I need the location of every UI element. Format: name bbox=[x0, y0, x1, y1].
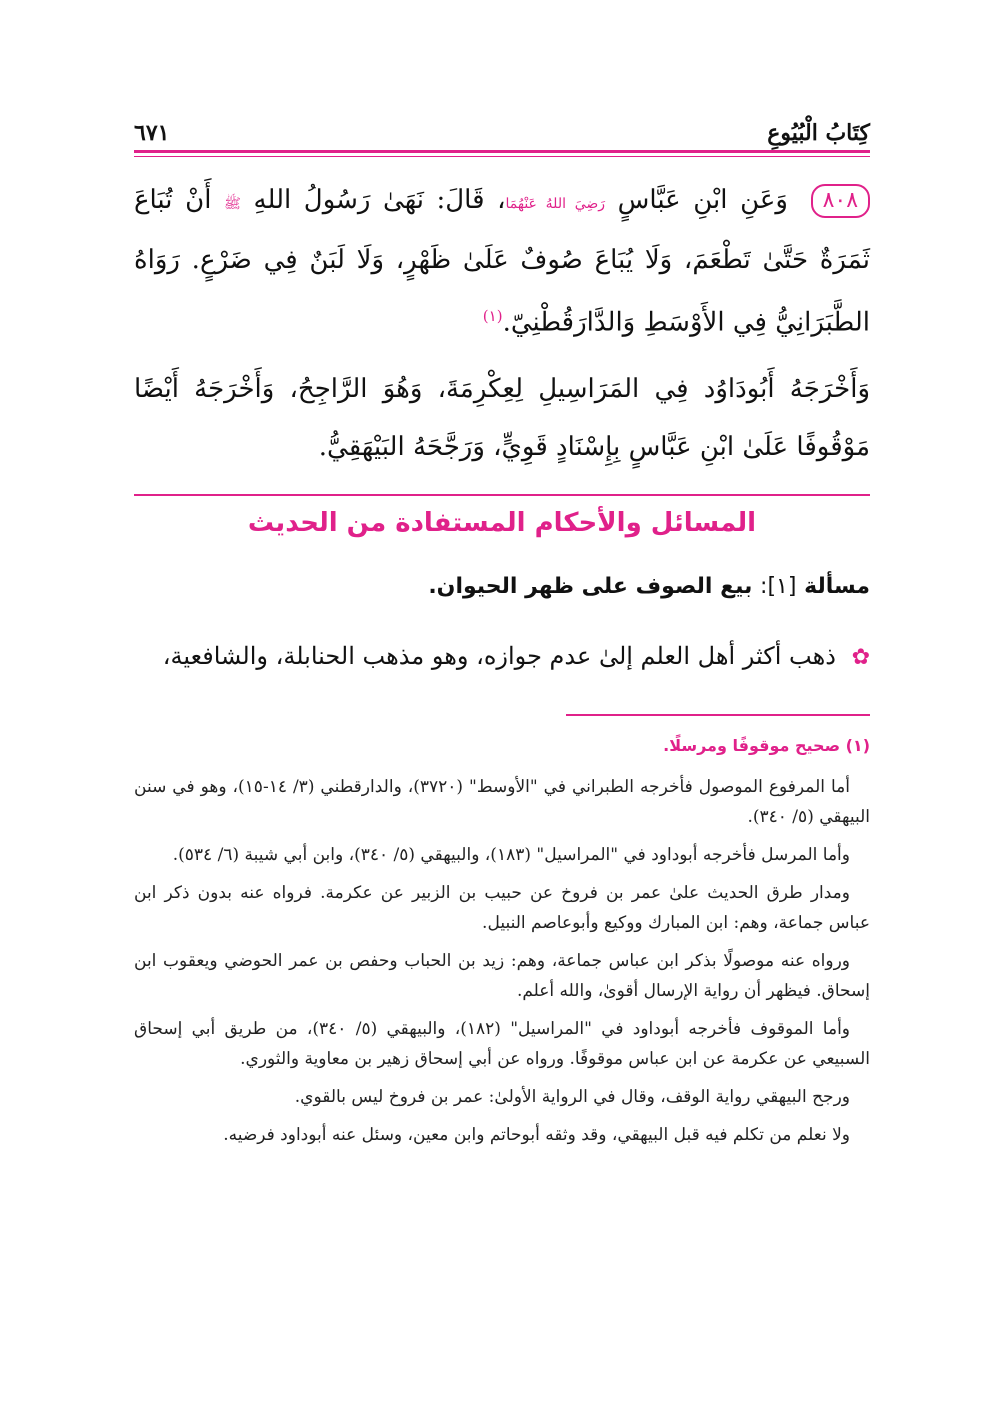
footnote-paragraph: وأما المرسل فأخرجه أبوداود في "المراسيل" (١٨٣)، والبيهقي (٥/ ٣٤٠)، وابن أبي شيبة (٦/ ٥٣٤). bbox=[172, 845, 850, 865]
hadith-number-badge: ٨٠٨ bbox=[811, 184, 870, 218]
header-rule-thin bbox=[134, 156, 870, 157]
page-number: ٦٧١ bbox=[134, 120, 170, 146]
flower-icon: ✿ bbox=[851, 645, 870, 670]
book-title: كِتَابُ الْبُيُوعِ bbox=[767, 120, 870, 146]
section-divider bbox=[134, 494, 870, 496]
hadith-text-part1: وَعَنِ ابْنِ عَبَّاسٍ bbox=[617, 185, 788, 215]
masala-label: مسألة bbox=[804, 574, 870, 599]
hadith-text-part3: أَنْ تُبَاعَ ثَمَرَةٌ حَتَّىٰ تَطْعَمَ، وَلَا يُبَاعَ صُوفٌ عَلَىٰ ظَهْرٍ، وَلَا لَبَنٌ فِي ضَرْعٍ. رَوَاهُ الطَّبَرَانِيُّ فِي الأَوْسَطِ وَالدَّارَقُطْنِيّ. bbox=[134, 185, 870, 338]
takhrij-paragraph: وَأَخْرَجَهُ أَبُودَاوُد فِي المَرَاسِيلِ لِعِكْرِمَةَ، وَهُوَ الرَّاجِحُ، وَأَخْرَجَهُ أَيْضًا مَوْقُوفًا عَلَىٰ ابْنِ عَبَّاسٍ بِإِسْنَادٍ قَوِيٍّ، وَرَجَّحَهُ البَيْهَقِيُّ. bbox=[134, 374, 870, 462]
hadith-text-part2: ، قَالَ: نَهَىٰ رَسُولُ اللهِ bbox=[253, 185, 506, 215]
footnote-paragraph: ومدار طرق الحديث علىٰ عمر بن فروخ عن حبيب بن الزبير عن عكرمة. فرواه عنه بدون ذكر ابن عباس جماعة، وهم: ابن المبارك ووكيع وأبوعاصم النبيل. bbox=[134, 883, 870, 933]
hadith-text bbox=[134, 172, 870, 351]
footnote-divider bbox=[566, 714, 870, 716]
masala-heading bbox=[134, 574, 870, 599]
footnote-paragraph: ورجح البيهقي رواية الوقف، وقال في الرواية الأولىٰ: عمر بن فروخ ليس بالقوي. bbox=[294, 1087, 850, 1107]
section-title: المسائل والأحكام المستفادة من الحديث bbox=[247, 508, 757, 538]
footnotes bbox=[134, 772, 870, 1158]
masala-title: بيع الصوف على ظهر الحيوان. bbox=[428, 574, 753, 599]
page-header bbox=[134, 112, 870, 146]
footnote-paragraph: أما المرفوع الموصول فأخرجه الطبراني في "الأوسط" (٣٧٢٠)، والدارقطني (٣/ ١٤-١٥)، وهو في سنن البيهقي (٥/ ٣٤٠). bbox=[134, 777, 870, 827]
masala-number: [١]: bbox=[760, 574, 797, 599]
footnote-ref[interactable]: (١) bbox=[482, 307, 503, 325]
ruling-point bbox=[134, 636, 870, 678]
footnote-paragraph: ولا نعلم من تكلم فيه قبل البيهقي، وقد وثقه أبوحاتم وابن معين، وسئل عنه أبوداود فرضيه. bbox=[223, 1125, 850, 1145]
ruling-point-text: ذهب أكثر أهل العلم إلىٰ عدم جوازه، وهو مذهب الحنابلة، والشافعية، bbox=[162, 642, 836, 670]
footnote-paragraph: ورواه عنه موصولًا بذكر ابن عباس جماعة، وهم: زيد بن الحباب وحفص بن عمر الحوضي ويعقوب ابن إسحاق. فيظهر أن رواية الإرسال أقوىٰ، والله أعلم. bbox=[134, 951, 870, 1001]
header-rule-thick bbox=[134, 150, 870, 153]
footnote-paragraph: وأما الموقوف فأخرجه أبوداود في "المراسيل" (١٨٢)، والبيهقي (٥/ ٣٤٠)، من طريق أبي إسحاق السبيعي عن عكرمة عن ابن عباس موقوفًا. ورواه عن أبي إسحاق زهير بن معاوية والثوري. bbox=[134, 1019, 870, 1069]
salutation-glyph: ﷺ bbox=[224, 196, 241, 212]
honorific-glyph: رَضِيَ اللهُ عَنْهُمَا bbox=[505, 196, 606, 212]
footnote-heading: (١) صحيح موقوفًا ومرسلًا. bbox=[663, 736, 870, 755]
